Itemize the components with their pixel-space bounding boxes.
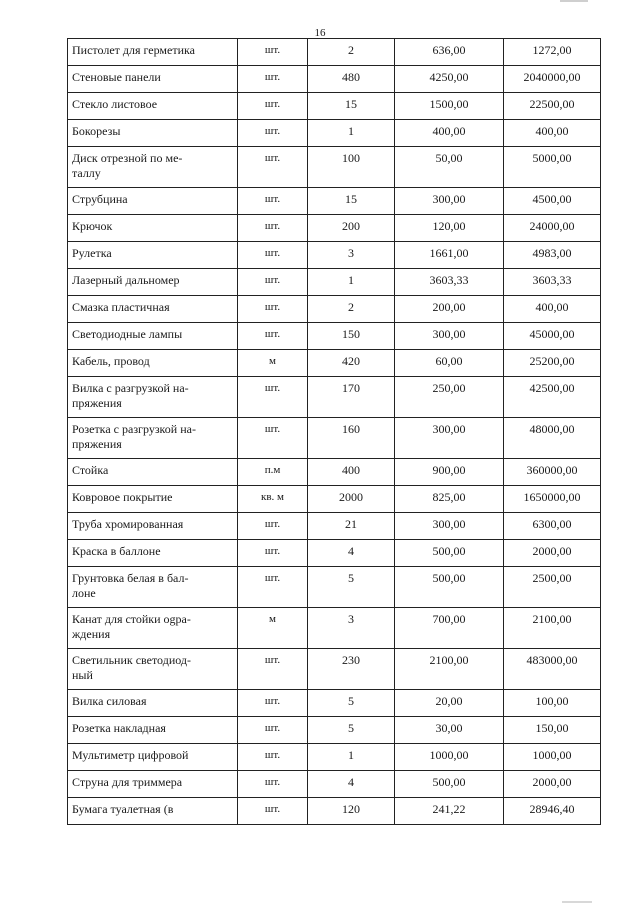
cell-total: 1272,00 xyxy=(504,39,601,66)
cell-price: 900,00 xyxy=(395,459,504,486)
cell-name: Смазка пластичная xyxy=(68,296,238,323)
cell-unit: шт. xyxy=(238,66,308,93)
table-row xyxy=(68,459,601,486)
cell-qty: 230 xyxy=(308,649,395,690)
cell-price: 50,00 xyxy=(395,147,504,188)
cell-price: 500,00 xyxy=(395,540,504,567)
cell-price: 300,00 xyxy=(395,513,504,540)
table-row xyxy=(68,690,601,717)
cell-unit: шт. xyxy=(238,323,308,350)
table-row xyxy=(68,188,601,215)
cell-name: Розетка с разгрузкой на- пряжения xyxy=(68,418,238,459)
cell-name: Пистолет для герметика xyxy=(68,39,238,66)
cell-unit: шт. xyxy=(238,771,308,798)
table-row xyxy=(68,513,601,540)
cell-name: Труба хромированная xyxy=(68,513,238,540)
cell-price: 300,00 xyxy=(395,188,504,215)
table-row xyxy=(68,269,601,296)
cell-qty: 3 xyxy=(308,608,395,649)
cell-total: 22500,00 xyxy=(504,93,601,120)
table-row xyxy=(68,350,601,377)
cell-name: Канат для стойки ogра- ждения xyxy=(68,608,238,649)
cell-price: 250,00 xyxy=(395,377,504,418)
cell-name: Стойка xyxy=(68,459,238,486)
cell-total: 1000,00 xyxy=(504,744,601,771)
cell-price: 1000,00 xyxy=(395,744,504,771)
cell-price: 3603,33 xyxy=(395,269,504,296)
cell-unit: м xyxy=(238,350,308,377)
cell-unit: шт. xyxy=(238,215,308,242)
table-row xyxy=(68,567,601,608)
table-row xyxy=(68,39,601,66)
cell-total: 2040000,00 xyxy=(504,66,601,93)
table-row xyxy=(68,771,601,798)
cell-qty: 170 xyxy=(308,377,395,418)
table-row xyxy=(68,744,601,771)
items-table-body xyxy=(68,39,601,825)
table-row xyxy=(68,608,601,649)
cell-total: 483000,00 xyxy=(504,649,601,690)
cell-qty: 3 xyxy=(308,242,395,269)
cell-name: Кабель, провод xyxy=(68,350,238,377)
cell-total: 6300,00 xyxy=(504,513,601,540)
cell-unit: п.м xyxy=(238,459,308,486)
page-number: 16 xyxy=(314,27,326,39)
cell-name: Ковровое покрытие xyxy=(68,486,238,513)
cell-qty: 480 xyxy=(308,66,395,93)
cell-unit: шт. xyxy=(238,93,308,120)
cell-unit: шт. xyxy=(238,269,308,296)
cell-total: 400,00 xyxy=(504,120,601,147)
cell-total: 45000,00 xyxy=(504,323,601,350)
cell-unit: шт. xyxy=(238,377,308,418)
cell-name: Рулетка xyxy=(68,242,238,269)
cell-price: 500,00 xyxy=(395,567,504,608)
cell-unit: шт. xyxy=(238,717,308,744)
cell-qty: 15 xyxy=(308,93,395,120)
scan-mark-top xyxy=(560,0,588,2)
cell-qty: 120 xyxy=(308,798,395,825)
cell-total: 42500,00 xyxy=(504,377,601,418)
cell-unit: шт. xyxy=(238,242,308,269)
cell-unit: шт. xyxy=(238,296,308,323)
cell-qty: 2 xyxy=(308,39,395,66)
cell-unit: шт. xyxy=(238,147,308,188)
table-row xyxy=(68,147,601,188)
cell-unit: шт. xyxy=(238,418,308,459)
table-row xyxy=(68,377,601,418)
cell-qty: 2000 xyxy=(308,486,395,513)
table-row xyxy=(68,120,601,147)
cell-qty: 5 xyxy=(308,690,395,717)
cell-name: Стеновые панели xyxy=(68,66,238,93)
cell-total: 3603,33 xyxy=(504,269,601,296)
table-row xyxy=(68,540,601,567)
cell-price: 60,00 xyxy=(395,350,504,377)
scan-mark-bottom xyxy=(562,901,592,903)
cell-name: Диск отрезной по ме- таллу xyxy=(68,147,238,188)
cell-name: Краска в баллоне xyxy=(68,540,238,567)
cell-qty: 200 xyxy=(308,215,395,242)
cell-price: 1661,00 xyxy=(395,242,504,269)
cell-qty: 2 xyxy=(308,296,395,323)
cell-unit: шт. xyxy=(238,188,308,215)
cell-name: Светильник светодиод- ный xyxy=(68,649,238,690)
table-row xyxy=(68,649,601,690)
cell-name: Вилка с разгрузкой на- пряжения xyxy=(68,377,238,418)
cell-name: Грунтовка белая в бал- лоне xyxy=(68,567,238,608)
cell-total: 2500,00 xyxy=(504,567,601,608)
cell-name: Струна для триммера xyxy=(68,771,238,798)
cell-unit: м xyxy=(238,608,308,649)
cell-unit: шт. xyxy=(238,649,308,690)
cell-total: 4983,00 xyxy=(504,242,601,269)
cell-price: 700,00 xyxy=(395,608,504,649)
cell-qty: 160 xyxy=(308,418,395,459)
items-table xyxy=(67,38,601,825)
cell-total: 4500,00 xyxy=(504,188,601,215)
cell-unit: шт. xyxy=(238,744,308,771)
cell-price: 2100,00 xyxy=(395,649,504,690)
cell-qty: 5 xyxy=(308,567,395,608)
cell-qty: 1 xyxy=(308,120,395,147)
cell-qty: 4 xyxy=(308,540,395,567)
cell-qty: 100 xyxy=(308,147,395,188)
cell-price: 825,00 xyxy=(395,486,504,513)
table-row xyxy=(68,66,601,93)
cell-qty: 4 xyxy=(308,771,395,798)
cell-total: 5000,00 xyxy=(504,147,601,188)
cell-price: 200,00 xyxy=(395,296,504,323)
cell-qty: 21 xyxy=(308,513,395,540)
cell-total: 24000,00 xyxy=(504,215,601,242)
cell-unit: шт. xyxy=(238,567,308,608)
cell-name: Розетка накладная xyxy=(68,717,238,744)
cell-total: 2100,00 xyxy=(504,608,601,649)
table-row xyxy=(68,798,601,825)
cell-unit: шт. xyxy=(238,513,308,540)
cell-unit: шт. xyxy=(238,798,308,825)
cell-qty: 1 xyxy=(308,744,395,771)
cell-qty: 15 xyxy=(308,188,395,215)
cell-name: Крючок xyxy=(68,215,238,242)
cell-price: 30,00 xyxy=(395,717,504,744)
cell-qty: 400 xyxy=(308,459,395,486)
cell-name: Лазерный дальномер xyxy=(68,269,238,296)
cell-name: Светодиодные лампы xyxy=(68,323,238,350)
cell-price: 241,22 xyxy=(395,798,504,825)
table-row xyxy=(68,418,601,459)
cell-total: 2000,00 xyxy=(504,771,601,798)
table-row xyxy=(68,215,601,242)
table-row xyxy=(68,323,601,350)
cell-price: 636,00 xyxy=(395,39,504,66)
cell-price: 20,00 xyxy=(395,690,504,717)
cell-unit: кв. м xyxy=(238,486,308,513)
cell-total: 25200,00 xyxy=(504,350,601,377)
cell-total: 48000,00 xyxy=(504,418,601,459)
cell-name: Стекло листовое xyxy=(68,93,238,120)
cell-price: 300,00 xyxy=(395,323,504,350)
table-row xyxy=(68,717,601,744)
cell-total: 400,00 xyxy=(504,296,601,323)
cell-unit: шт. xyxy=(238,690,308,717)
table-row xyxy=(68,242,601,269)
table-row xyxy=(68,93,601,120)
cell-price: 1500,00 xyxy=(395,93,504,120)
cell-qty: 1 xyxy=(308,269,395,296)
cell-qty: 150 xyxy=(308,323,395,350)
cell-price: 120,00 xyxy=(395,215,504,242)
cell-price: 300,00 xyxy=(395,418,504,459)
cell-name: Струбцина xyxy=(68,188,238,215)
cell-price: 500,00 xyxy=(395,771,504,798)
cell-total: 1650000,00 xyxy=(504,486,601,513)
cell-total: 360000,00 xyxy=(504,459,601,486)
table-row xyxy=(68,296,601,323)
cell-total: 150,00 xyxy=(504,717,601,744)
cell-name: Мультиметр цифровой xyxy=(68,744,238,771)
cell-total: 100,00 xyxy=(504,690,601,717)
cell-total: 2000,00 xyxy=(504,540,601,567)
cell-name: Вилка силовая xyxy=(68,690,238,717)
cell-qty: 420 xyxy=(308,350,395,377)
cell-unit: шт. xyxy=(238,39,308,66)
cell-name: Бумага туалетная (в xyxy=(68,798,238,825)
cell-name: Бокорезы xyxy=(68,120,238,147)
cell-price: 400,00 xyxy=(395,120,504,147)
cell-total: 28946,40 xyxy=(504,798,601,825)
table-row xyxy=(68,486,601,513)
cell-unit: шт. xyxy=(238,120,308,147)
cell-price: 4250,00 xyxy=(395,66,504,93)
cell-unit: шт. xyxy=(238,540,308,567)
cell-qty: 5 xyxy=(308,717,395,744)
